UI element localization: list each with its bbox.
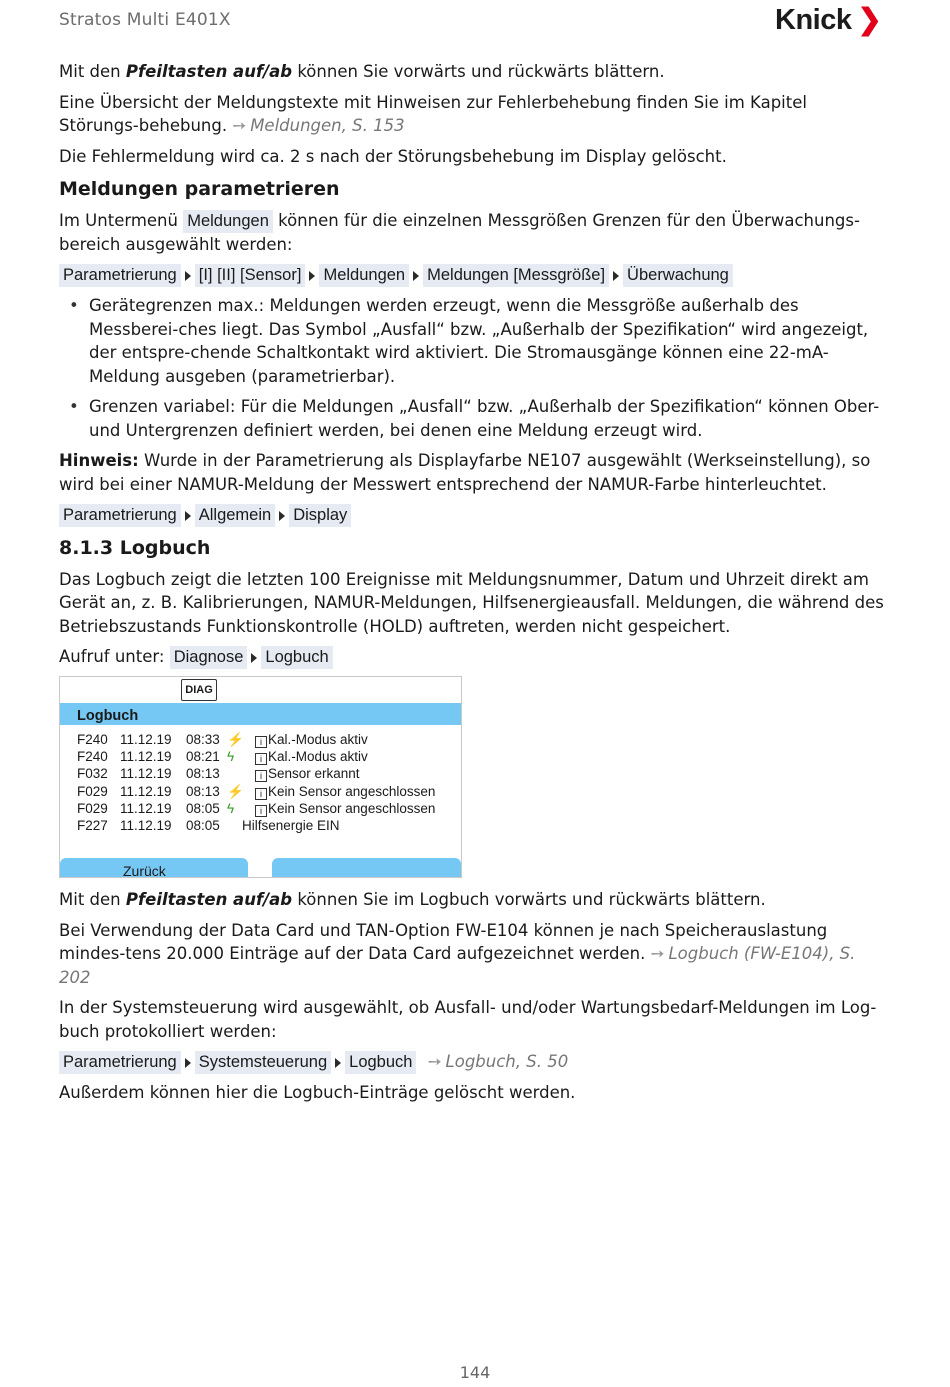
page-content — [59, 60, 889, 1112]
log-date: 11.12.19 — [120, 766, 172, 781]
section-heading: 8.1.3 Logbuch — [59, 537, 211, 559]
note-paragraph — [59, 449, 889, 496]
text: Eine Übersicht der Meldungstexte mit Hinweisen zur Fehlerbehebung finden Sie im Kapitel Störungs-behebung. — [59, 92, 807, 135]
paragraph-overview — [59, 91, 889, 138]
log-text: Kal.-Modus aktiv — [268, 749, 368, 764]
plug-off-icon: ⚡ — [227, 732, 244, 747]
menu-path-item: Überwachung — [623, 264, 733, 287]
menu-path-item: Display — [289, 504, 351, 527]
page-number: 144 — [459, 1363, 491, 1382]
log-time: 08:21 — [186, 749, 220, 764]
list-item: • Grenzen variabel: Für die Meldungen „Ausfall“ bzw. „Außerhalb der Spezifikation“ können Ober- und Untergrenzen definiert werden, bei denen eine Meldung erzeugt wird. — [59, 395, 889, 442]
paragraph-scroll-logbook — [59, 888, 889, 912]
log-date: 11.12.19 — [120, 784, 172, 799]
paragraph-arrow-keys — [59, 60, 889, 84]
paragraph-system-control: In der Systemsteuerung wird ausgewählt, ob Ausfall- und/oder Wartungsbedarf-Meldungen im Log-buch protokolliert werden: — [59, 998, 877, 1041]
softkey-label: Zurück — [123, 863, 166, 879]
log-date: 11.12.19 — [120, 801, 172, 816]
menu-path-item: Parametrierung — [59, 1051, 181, 1074]
logo-text: Knick — [775, 4, 852, 36]
cross-reference-link[interactable] — [232, 116, 404, 135]
triangle-right-icon — [185, 511, 191, 521]
log-code: F240 — [77, 749, 108, 764]
softkey-right-button[interactable] — [272, 858, 461, 877]
log-message — [255, 766, 360, 782]
menu-path-ueberwachung — [59, 263, 889, 287]
paragraph-submenu — [59, 209, 889, 257]
text: können Sie im Logbuch vorwärts und rückwärts blättern. — [292, 890, 766, 909]
log-code: F029 — [77, 784, 108, 799]
knick-logo — [775, 2, 881, 37]
section-heading: Meldungen parametrieren — [59, 178, 340, 200]
log-time: 08:05 — [186, 801, 220, 816]
text: Wurde in der Parametrierung als Displayfarbe NE107 ausgewählt (Werkseinstellung), so wird bei einer NAMUR-Meldung der Messwert entsprechend der NAMUR-Farbe hinterleuchtet. — [59, 451, 871, 494]
log-text: Hilfsenergie EIN — [242, 818, 340, 833]
log-time: 08:13 — [186, 784, 220, 799]
text: können für die einzelnen Messgrößen Grenzen für den Überwachungs-bereich ausgewählt werden: — [59, 210, 860, 254]
menu-path-display — [59, 503, 889, 527]
menu-path-item: Logbuch — [345, 1051, 416, 1074]
log-date: 11.12.19 — [120, 749, 172, 764]
menu-path-item: Allgemein — [195, 504, 275, 527]
log-time: 08:13 — [186, 766, 220, 781]
log-message — [255, 749, 368, 765]
log-time: 08:33 — [186, 732, 220, 747]
log-text: Kein Sensor angeschlossen — [268, 801, 436, 816]
plug-off-icon: ⚡ — [227, 784, 244, 799]
log-message — [255, 784, 435, 800]
info-icon: i — [255, 736, 267, 748]
log-text: Kal.-Modus aktiv — [268, 732, 368, 747]
log-time: 08:05 — [186, 818, 220, 833]
text: Im Untermenü — [59, 210, 184, 230]
log-code: F032 — [77, 766, 108, 781]
logo-chevron-icon: ❯ — [857, 4, 882, 36]
lightning-icon: ϟ — [227, 749, 235, 764]
cross-reference-link[interactable] — [428, 1052, 569, 1071]
text: Mit den — [59, 62, 126, 81]
info-icon: i — [255, 753, 267, 765]
log-text: Sensor erkannt — [268, 766, 360, 781]
log-text: Kein Sensor angeschlossen — [268, 784, 436, 799]
menu-path-item: [I] [II] [Sensor] — [195, 264, 306, 287]
menu-path-item: Systemsteuerung — [195, 1051, 331, 1074]
device-display-screenshot — [59, 676, 462, 878]
log-code: F227 — [77, 818, 108, 833]
text: Mit den — [59, 890, 126, 909]
info-icon: i — [255, 770, 267, 782]
menu-path-item: Parametrierung — [59, 264, 181, 287]
paragraph-data-card — [59, 919, 889, 990]
ref-text: Logbuch (FW-E104), S. 202 — [59, 944, 856, 987]
paragraph-delete-entries: Außerdem können hier die Logbuch-Einträge gelöscht werden. — [59, 1083, 576, 1102]
document-header-title: Stratos Multi E401X — [59, 10, 231, 30]
text: Bei Verwendung der Data Card und TAN-Option FW-E104 können je nach Speicherauslastung mindes-tens 20.000 Einträge auf der Data Card aufgezeichnet werden. — [59, 920, 828, 963]
diag-mode-badge: DIAG — [181, 679, 217, 701]
triangle-right-icon — [613, 271, 619, 281]
paragraph-logbook-intro: Das Logbuch zeigt die letzten 100 Ereignisse mit Meldungsnummer, Datum und Uhrzeit direkt am Gerät an, z. B. Kalibrierungen, NAMUR-Meldungen, Hilfsenergieausfall. Meldungen, die während des Betriebszustands Funktionskontrolle (HOLD) auftreten, werden nicht gespeichert. — [59, 569, 884, 636]
softkey-back-button[interactable] — [60, 858, 248, 877]
emphasis: Pfeiltasten auf/ab — [125, 62, 293, 81]
menu-path-item: Meldungen [Messgröße] — [423, 264, 609, 287]
menu-path-logbuch — [59, 1050, 889, 1074]
screen-title-bar — [60, 703, 461, 725]
emphasis: Pfeiltasten auf/ab — [125, 890, 293, 909]
log-code: F029 — [77, 801, 108, 816]
arrow-right-icon: ➙ — [232, 116, 247, 135]
paragraph-cleared: Die Fehlermeldung wird ca. 2 s nach der Störungsbehebung im Display gelöscht. — [59, 146, 727, 166]
arrow-right-icon: ➙ — [427, 1052, 442, 1071]
menu-path-item: Diagnose — [170, 646, 248, 669]
screen-title: Logbuch — [77, 708, 139, 724]
log-message — [255, 732, 368, 748]
lightning-icon: ϟ — [227, 801, 235, 816]
text: Aufruf unter: — [59, 647, 170, 666]
log-date: 11.12.19 — [120, 732, 172, 747]
paragraph-call-under — [59, 645, 889, 669]
text: können Sie vorwärts und rückwärts blättern. — [292, 62, 665, 81]
menu-path-item: Meldungen — [319, 264, 409, 287]
arrow-right-icon: ➙ — [650, 944, 665, 963]
triangle-right-icon — [335, 1058, 341, 1068]
log-code: F240 — [77, 732, 108, 747]
ref-text: Meldungen, S. 153 — [250, 116, 405, 135]
triangle-right-icon — [309, 271, 315, 281]
menu-path-item: Logbuch — [261, 646, 332, 669]
bullet-list — [59, 294, 889, 442]
ref-text: Logbuch, S. 50 — [445, 1052, 569, 1071]
log-message — [255, 801, 435, 817]
log-date: 11.12.19 — [120, 818, 172, 833]
triangle-right-icon — [185, 271, 191, 281]
note-label: Hinweis: — [59, 451, 139, 470]
triangle-right-icon — [413, 271, 419, 281]
triangle-right-icon — [185, 1058, 191, 1068]
menu-item-meldungen: Meldungen — [183, 210, 273, 233]
list-item: • Gerätegrenzen max.: Meldungen werden erzeugt, wenn die Messgröße außerhalb des Messberei-ches liegt. Das Symbol „Ausfall“ bzw. „Außerhalb der Spezifikation“ wird angezeigt, der entspre-chende Schaltkontakt wird aktiviert. Die Stromausgänge können eine 22-mA-Meldung ausgeben (parametrierbar). — [59, 294, 889, 388]
menu-path-item: Parametrierung — [59, 504, 181, 527]
triangle-right-icon — [279, 511, 285, 521]
triangle-right-icon — [251, 653, 257, 663]
info-icon: i — [255, 805, 267, 817]
info-icon: i — [255, 788, 267, 800]
log-message — [242, 818, 340, 833]
